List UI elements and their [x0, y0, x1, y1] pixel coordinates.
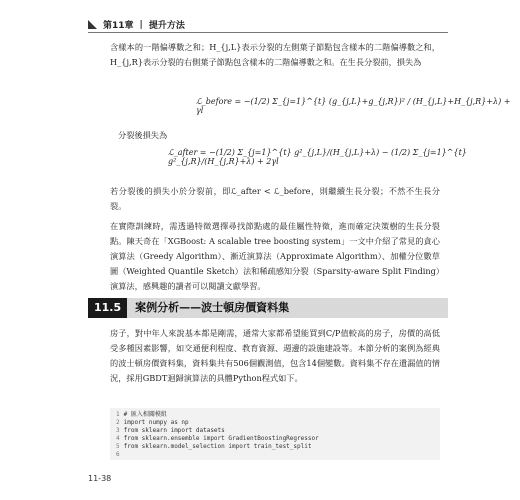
section-heading	[88, 298, 448, 318]
equation-loss-before: ℒ_before = −(1/2) Σ_{j=1}^{t} (g_{j,L}+g_{j,R})² / (H_{j,L}+H_{j,R}+λ) + γl	[196, 97, 511, 115]
paragraph-3: 若分裂後的損失小於分裂前，即ℒ_after < ℒ_before，則繼續生長分裂；不然不生長分裂。	[110, 186, 440, 211]
code-line-number: 1	[116, 411, 120, 418]
code-line	[116, 451, 434, 459]
code-line	[116, 443, 434, 451]
section-number: 11.5	[88, 298, 127, 318]
equation-loss-after: ℒ_after = −(1/2) Σ_{j=1}^{t} g²_{j,L}/(H_{j,L}+λ) − (1/2) Σ_{j=1}^{t} g²_{j,R}/(H_{j,R}+λ) + 2γl	[168, 148, 467, 166]
chapter-number: 第11章	[103, 21, 134, 31]
code-line	[116, 427, 434, 435]
section-title: 案例分析——波士頓房價資料集	[127, 298, 448, 318]
chapter-header	[88, 18, 185, 31]
code-line-text: from sklearn.model_selection import train_test_split	[123, 443, 312, 450]
code-line-number: 3	[116, 427, 120, 434]
code-line-text: from sklearn import datasets	[123, 427, 225, 434]
code-block	[110, 408, 440, 460]
page-number: 11-38	[88, 474, 112, 483]
code-line	[116, 411, 434, 419]
chapter-title: 提升方法	[148, 21, 185, 31]
triangle-icon	[88, 20, 97, 29]
code-line	[116, 419, 434, 427]
code-line-number: 6	[116, 451, 120, 458]
header-rule	[88, 32, 448, 33]
paragraph-1: 含樣本的一階偏導數之和；H_{j,L}表示分裂的左側葉子節點包含樣本的二階偏導數之和，H_{j,R}表示分裂的右側葉子節點包含樣本的二階偏導數之和。在生長分裂前，損失為	[110, 42, 440, 67]
code-line-number: 4	[116, 435, 120, 442]
code-line-number: 5	[116, 443, 120, 450]
paragraph-2: 分裂後損失為	[118, 130, 168, 140]
code-line-text: import numpy as np	[123, 419, 189, 426]
code-line-text: # 匯入相關模組	[123, 411, 167, 418]
code-line-number: 2	[116, 419, 120, 426]
code-line-text: from sklearn.ensemble import GradientBoostingRegressor	[123, 435, 319, 442]
code-line	[116, 435, 434, 443]
header-separator: |	[139, 19, 143, 30]
paragraph-4: 在實際訓練時，需透過特徵選擇尋找節點處的最佳屬性特徵，進而確定決策樹的生長分裂點。陳天奇在「XGBoost: A scalable tree boosting system」一文中介紹了常見的貪心演算法（Greedy Algorithm）、漸近演算法（Approximate Algorithm）、加權分位數草圖（Weighted Quantile Sketch）法和稀疏感知分裂（Sparsity-aware Split Finding）演算法，感興趣的讀者可以閱讀文獻學習。	[110, 221, 440, 291]
paragraph-5: 房子，對中年人來說基本都是剛需，通常大家都希望能買到C/P值較高的房子，房價的高低受多種因素影響，如交通便利程度、教育資源、週邊的設施建設等。本節分析的案例為經典的波士頓房價資料集，資料集共有506個觀測值，包含14個變數。資料集不存在遺漏值的情況，採用GBDT迴歸演算法的具體Python程式如下。	[110, 328, 440, 383]
